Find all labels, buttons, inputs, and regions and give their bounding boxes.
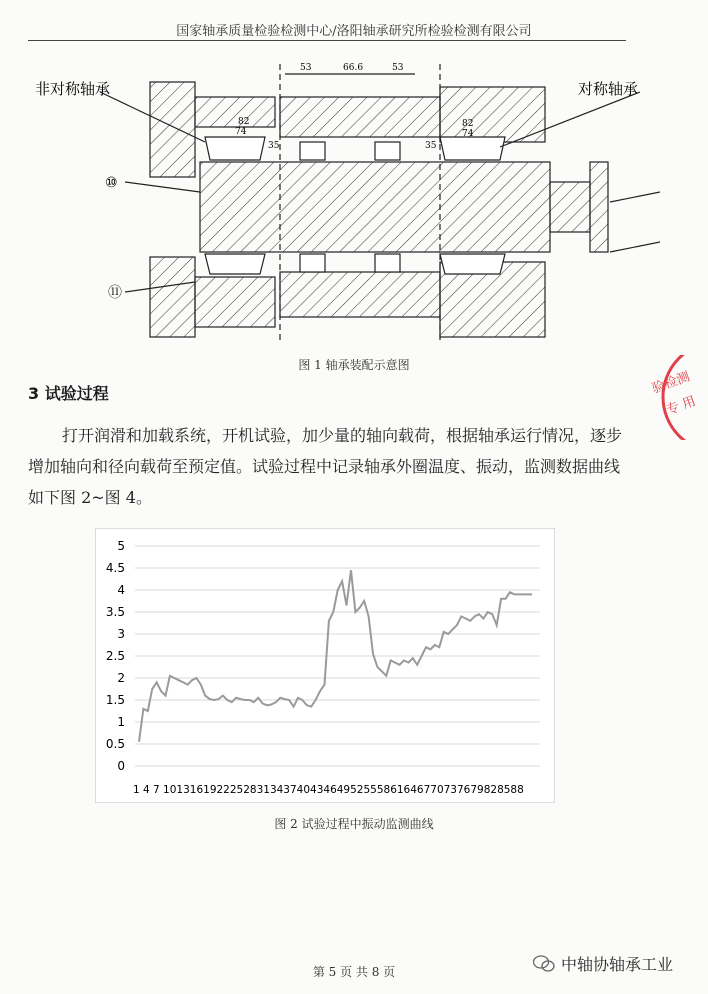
y-tick-label: 5 bbox=[117, 539, 125, 553]
y-tick-label: 2 bbox=[117, 671, 125, 685]
dim-74-right: 74 bbox=[462, 129, 474, 139]
inspection-stamp bbox=[648, 355, 708, 440]
vibration-chart bbox=[95, 528, 555, 803]
dim-35-left: 35 bbox=[268, 141, 280, 151]
label-symmetric-bearing: 对称轴承 bbox=[578, 80, 639, 98]
y-tick-label: 4.5 bbox=[105, 561, 125, 575]
label-asymmetric-bearing: 非对称轴承 bbox=[35, 80, 111, 98]
watermark-text: 中轴协轴承工业 bbox=[561, 955, 674, 974]
page-header: 国家轴承质量检验检测中心/洛阳轴承研究所检验检测有限公司 bbox=[176, 24, 532, 39]
y-tick-label: 1 bbox=[117, 715, 125, 729]
wechat-icon bbox=[533, 955, 555, 973]
dim-66-6: 66.6 bbox=[343, 63, 364, 73]
y-tick-label: 0 bbox=[117, 759, 125, 773]
dim-82-left: 82 bbox=[238, 117, 250, 127]
bearing-assembly-diagram bbox=[30, 52, 660, 347]
dim-74-left: 74 bbox=[235, 127, 247, 137]
dim-53-right: 53 bbox=[392, 63, 404, 73]
wechat-watermark bbox=[533, 952, 673, 975]
callout-10: ⑩ bbox=[105, 175, 118, 191]
y-tick-label: 1.5 bbox=[105, 693, 125, 707]
header-divider bbox=[28, 40, 626, 41]
dim-35-right: 35 bbox=[425, 141, 437, 151]
section-title: 3 试验过程 bbox=[28, 384, 109, 403]
y-tick-label: 3 bbox=[117, 627, 125, 641]
svg-text:验检测: 验检测 bbox=[650, 369, 692, 397]
body-paragraph: 打开润滑和加载系统，开机试验，加少量的轴向载荷，根据轴承运行情况，逐步增加轴向和径向载荷至预定值。试验过程中记录轴承外圈温度、振动，监测数据曲线如下图 2~图 4。 bbox=[28, 426, 623, 507]
svg-text:专 用: 专 用 bbox=[664, 393, 698, 419]
y-tick-label: 0.5 bbox=[105, 737, 125, 751]
callout-11: ⑪ bbox=[108, 285, 122, 301]
x-tick-labels: 1 4 7 101316192225283134374043464952555861646770737679828588 bbox=[133, 784, 524, 796]
figure1-caption: 图 1 轴承装配示意图 bbox=[298, 358, 410, 372]
dim-53-left: 53 bbox=[300, 63, 312, 73]
page-footer: 第 5 页 共 8 页 bbox=[312, 965, 396, 979]
y-tick-label: 4 bbox=[117, 583, 125, 597]
figure2-caption: 图 2 试验过程中振动监测曲线 bbox=[274, 817, 434, 831]
y-tick-label: 3.5 bbox=[105, 605, 125, 619]
dim-82-right: 82 bbox=[462, 119, 474, 129]
y-tick-label: 2.5 bbox=[105, 649, 125, 663]
